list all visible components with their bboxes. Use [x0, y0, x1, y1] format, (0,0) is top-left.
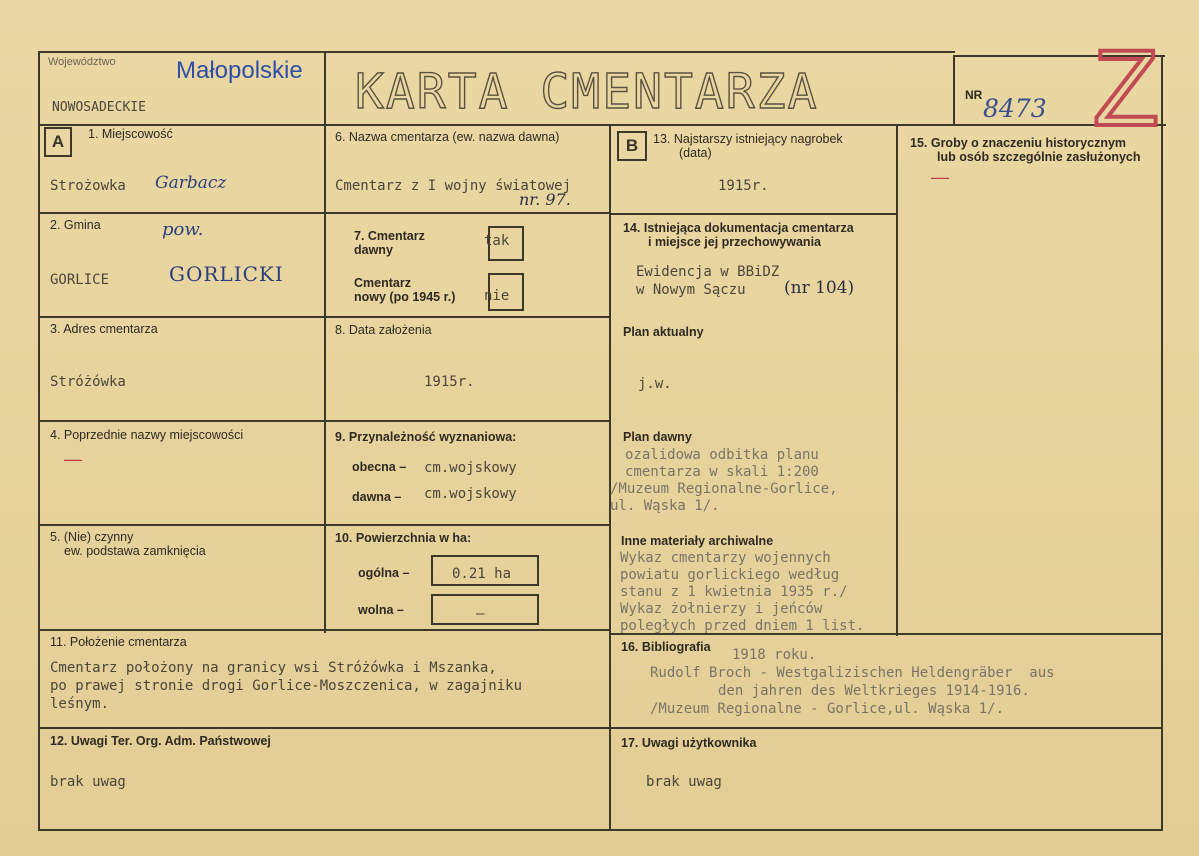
f14-label-1: 14. Istniejąca dokumentacja cmentarza — [623, 221, 854, 235]
archival-line-6: 1918 roku. — [732, 647, 817, 663]
f5-label-1: 5. (Nie) czynny — [50, 530, 134, 544]
frame-right-line — [1161, 55, 1163, 831]
f10-free-value: – — [476, 606, 485, 622]
archival-label: Inne materiały archiwalne — [621, 534, 774, 548]
nr-value: 8473 — [983, 94, 1047, 123]
nr-label: NR — [965, 88, 983, 102]
f14-hand: (nr 104) — [784, 278, 855, 298]
row-divider-3 — [38, 420, 610, 422]
f8-label: 8. Data założenia — [335, 323, 432, 337]
col2-divider-2 — [325, 317, 611, 318]
z-mark: Z — [1093, 27, 1159, 148]
f9-current-label: obecna – — [352, 460, 407, 474]
wojewodztwo-label: Województwo — [48, 56, 116, 68]
f6-hand: nr. 97. — [519, 190, 571, 209]
f15-label-1: 15. Groby o znaczeniu historycznym — [910, 136, 1127, 150]
f7-label-old-1: 7. Cmentarz — [354, 229, 425, 243]
f7-label-new-2: nowy (po 1945 r.) — [354, 290, 456, 304]
frame-left-line — [38, 51, 40, 831]
archival-line-5: poległych przed dniem 1 list. — [620, 618, 865, 634]
f7-old-value: tak — [484, 233, 510, 249]
f9-former-label: dawna – — [352, 490, 402, 504]
f9-current-value: cm.wojskowy — [424, 460, 517, 476]
f4-value: — — [64, 449, 82, 469]
f14-line-2: w Nowym Sączu — [636, 282, 746, 298]
f15-value: — — [931, 167, 949, 187]
f16-label: 16. Bibliografia — [621, 640, 711, 654]
nr-divider — [953, 55, 955, 126]
archival-line-3: stanu z 1 kwietnia 1935 r./ — [620, 584, 848, 600]
row-divider-4 — [38, 524, 610, 526]
header-bottom-line — [38, 124, 1166, 126]
archival-line-1: Wykaz cmentarzy wojennych — [620, 550, 831, 566]
f14-line-1: Ewidencja w BBiDZ — [636, 264, 780, 280]
f10-label: 10. Powierzchnia w ha: — [335, 531, 472, 545]
section-b-letter: B — [617, 131, 647, 161]
section-a-letter: A — [44, 127, 72, 157]
f14-label-2: i miejsce jej przechowywania — [648, 235, 821, 249]
f3-label: 3. Adres cmentarza — [50, 322, 158, 336]
f2-label: 2. Gmina — [50, 218, 101, 232]
row-divider-5 — [38, 629, 610, 631]
f17-label: 17. Uwagi użytkownika — [621, 736, 757, 750]
frame-top-line — [40, 51, 955, 53]
f9-label: 9. Przynależność wyznaniowa: — [335, 430, 517, 444]
f5-label-2: ew. podstawa zamknięcia — [64, 544, 206, 558]
f11-line-3: leśnym. — [50, 696, 110, 712]
f13-value: 1915r. — [718, 178, 769, 194]
f17-value: brak uwag — [646, 774, 722, 790]
f7-label-new-1: Cmentarz — [354, 276, 411, 290]
f3-value: Stróżówka — [50, 374, 126, 390]
f2-hand-top: pow. — [162, 219, 204, 240]
f2-value: GORLICE — [50, 272, 110, 288]
f10-total-value: 0.21 ha — [452, 566, 512, 582]
row-divider-6 — [38, 727, 1162, 729]
f4-label: 4. Poprzednie nazwy miejscowości — [50, 428, 244, 442]
f10-total-label: ogólna – — [358, 566, 410, 580]
plan-old-line-4: ul. Wąska 1/. — [610, 498, 720, 514]
f11-label: 11. Położenie cmentarza — [50, 635, 187, 649]
f1-value: Strożowka — [50, 178, 126, 194]
f2-hand-value: GORLICKI — [169, 262, 284, 286]
col2-divider — [609, 126, 611, 831]
f6-label: 6. Nazwa cmentarza (ew. nazwa dawna) — [335, 130, 560, 144]
col3-divider — [896, 126, 898, 636]
f16-line-3: /Muzeum Regionalne - Gorlice,ul. Wąska 1/. — [650, 701, 1005, 717]
frame-bottom-line — [38, 829, 1162, 831]
col3-divider-1 — [609, 213, 897, 215]
f1-hand: Garbacz — [155, 173, 227, 193]
f6-value: Cmentarz z I wojny światowej — [335, 178, 572, 194]
archival-line-4: Wykaz żołnierzy i jeńców — [620, 601, 823, 617]
col1-divider — [324, 51, 326, 633]
plan-old-label: Plan dawny — [623, 430, 692, 444]
f10-free-box — [431, 594, 539, 625]
f1-label: 1. Miejscowość — [88, 127, 173, 141]
plan-current-label: Plan aktualny — [623, 325, 704, 339]
f7-new-value: nie — [484, 288, 510, 304]
f7-label-old-2: dawny — [354, 243, 393, 257]
f11-line-2: po prawej stronie drogi Gorlice-Moszczenica, w zagajniku — [50, 678, 523, 694]
row-divider-1 — [38, 212, 610, 214]
plan-old-line-1: ozalidowa odbitka planu — [625, 447, 819, 463]
card-title: KARTA CMENTARZA — [355, 64, 819, 120]
f13-label-1: 13. Najstarszy istniejący nagrobek — [653, 132, 843, 146]
f12-value: brak uwag — [50, 774, 126, 790]
plan-old-line-2: cmentarza w skali 1:200 — [625, 464, 819, 480]
f16-line-1: Rudolf Broch - Westgalizischen Heldengräber aus — [650, 665, 1055, 681]
f10-free-label: wolna – — [358, 603, 404, 617]
plan-old-line-3: /Muzeum Regionalne-Gorlice, — [610, 481, 838, 497]
f15-label-2: lub osób szczególnie zasłużonych — [937, 150, 1141, 164]
old-wojewodztwo: NOWOSADECKIE — [52, 100, 146, 115]
archival-line-2: powiatu gorlickiego według — [620, 567, 840, 583]
plan-current-value: j.w. — [638, 376, 672, 392]
f8-value: 1915r. — [424, 374, 475, 390]
f13-label-2: (data) — [679, 146, 712, 160]
f16-line-2: den jahren des Weltkrieges 1914-1916. — [718, 683, 1030, 699]
f12-label: 12. Uwagi Ter. Org. Adm. Państwowej — [50, 734, 271, 748]
wojewodztwo-stamp: Małopolskie — [176, 57, 303, 84]
f11-line-1: Cmentarz położony na granicy wsi Stróżówka i Mszanka, — [50, 660, 497, 676]
f9-former-value: cm.wojskowy — [424, 486, 517, 502]
